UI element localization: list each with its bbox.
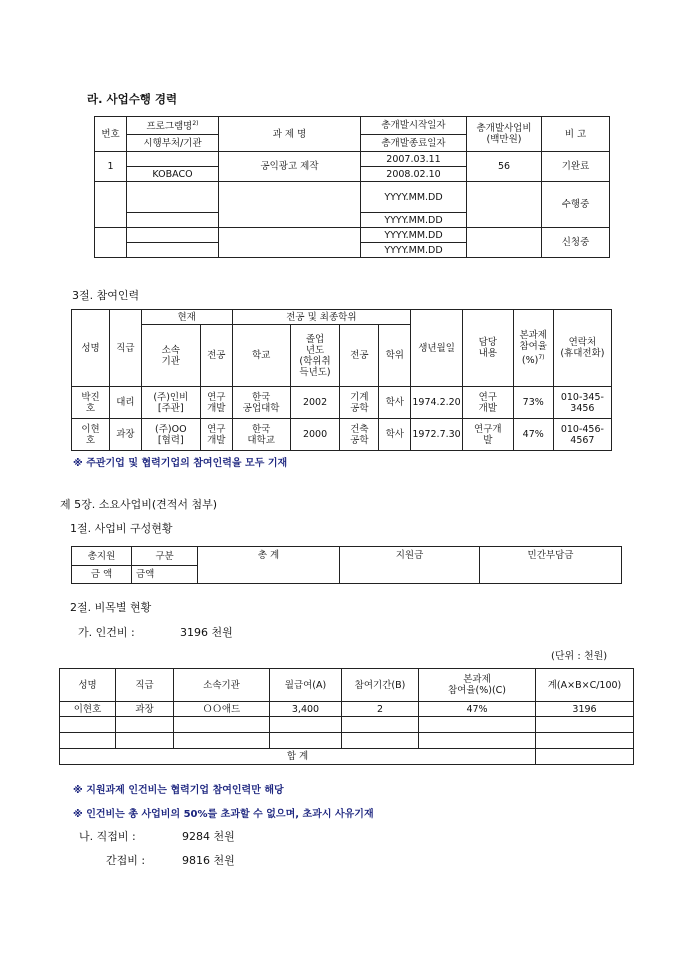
lh-period: 참여기간(B)	[342, 669, 419, 702]
p2-ratio: 47%	[513, 419, 553, 451]
ph-grad-year: 졸업 년도 (학위취 득년도)	[290, 325, 340, 387]
total-row	[60, 749, 634, 765]
p2-duty: 연구개 발	[462, 419, 513, 451]
row3-program	[127, 228, 219, 243]
ph-rank: 직급	[110, 310, 142, 387]
ph-major: 전공	[200, 325, 232, 387]
row1-program	[127, 152, 219, 167]
header-no: 번호	[95, 117, 127, 152]
ph-name: 성명	[72, 310, 110, 387]
p1-birth: 1974.2.20	[411, 387, 463, 419]
l3-rank	[116, 733, 174, 749]
l2-rank	[116, 717, 174, 733]
row2-end: YYYY.MM.DD	[361, 213, 467, 228]
ph-affiliation: 소속 기관	[141, 325, 200, 387]
bc-private-header: 민간부담금	[480, 547, 622, 584]
p2-major: 연구 개발	[200, 419, 232, 451]
ph-edu-group: 전공 및 최종학위	[232, 310, 411, 325]
total-label: 합 계	[60, 749, 536, 765]
total-value	[536, 749, 634, 765]
row3-start: YYYY.MM.DD	[361, 228, 467, 243]
note-labor-partner: ※ 지원과제 인건비는 협력기업 참여인력만 해당	[73, 785, 284, 796]
ph-school: 학교	[232, 325, 290, 387]
l1-salary: 3,400	[270, 702, 342, 717]
note-labor-limit: ※ 인건비는 총 사업비의 50%를 초과할 수 없으며, 초과시 사유기재	[73, 809, 374, 820]
bc-col2a: 구분	[132, 547, 198, 566]
header-program: 프로그램명$^{2)}$	[127, 117, 219, 135]
ph-ratio: 본과제 참여율 (%)$^{7)}$	[513, 310, 553, 387]
l1-rank: 과장	[116, 702, 174, 717]
l3-period	[342, 733, 419, 749]
p2-affiliation: (주)OO [협력]	[141, 419, 200, 451]
ph-degree: 학위	[379, 325, 411, 387]
table-row	[72, 419, 612, 451]
l1-org: ＯＯ애드	[174, 702, 270, 717]
row2-cost	[467, 182, 542, 228]
bc-support-header: 지원금	[340, 547, 480, 584]
row2-no	[95, 182, 127, 228]
ph-current: 현재	[141, 310, 232, 325]
row2-agency	[127, 213, 219, 228]
l3-org	[174, 733, 270, 749]
row3-end: YYYY.MM.DD	[361, 243, 467, 258]
l3-sum	[536, 733, 634, 749]
direct-cost-value: 9284 천원	[182, 830, 235, 843]
l2-period	[342, 717, 419, 733]
p1-rank: 대리	[110, 387, 142, 419]
table-row	[60, 733, 634, 749]
lh-ratio: 본과제 참여율(%)(C)	[419, 669, 536, 702]
table-row	[60, 717, 634, 733]
row1-start: 2007.03.11	[361, 152, 467, 167]
p1-major: 연구 개발	[200, 387, 232, 419]
l1-name: 이현호	[60, 702, 116, 717]
p2-name: 이현 호	[72, 419, 110, 451]
l2-ratio	[419, 717, 536, 733]
l1-sum: 3196	[536, 702, 634, 717]
p1-affiliation: (주)인비 [주관]	[141, 387, 200, 419]
table-row	[60, 702, 634, 717]
bc-col1b: 금 액	[72, 566, 132, 584]
header-start-date: 총개발시작일자	[361, 117, 467, 135]
p2-birth: 1972.7.30	[411, 419, 463, 451]
ph-birth: 생년월일	[411, 310, 463, 387]
row1-no: 1	[95, 152, 127, 182]
indirect-cost-value: 9816 천원	[182, 854, 235, 867]
p2-rank: 과장	[110, 419, 142, 451]
row1-cost: 56	[467, 152, 542, 182]
l2-salary	[270, 717, 342, 733]
row2-note: 수행중	[542, 182, 610, 228]
section2-title: 2절. 비목별 현황	[70, 601, 152, 614]
section-title-career: 라. 사업수행 경력	[87, 92, 178, 106]
budget-composition-table	[71, 546, 622, 584]
l1-ratio: 47%	[419, 702, 536, 717]
chapter5-title: 제 5장. 소요사업비(견적서 첨부)	[60, 498, 218, 511]
personnel-footnote: ※ 주관기업 및 협력기업의 참여인력을 모두 기재	[73, 458, 288, 469]
p2-grad-year: 2000	[290, 419, 340, 451]
section1-title: 1절. 사업비 구성현황	[70, 522, 173, 535]
l2-org	[174, 717, 270, 733]
unit-label: (단위 : 천원)	[551, 651, 608, 662]
lh-salary: 월급여(A)	[270, 669, 342, 702]
row2-start: YYYY.MM.DD	[361, 182, 467, 213]
l1-period: 2	[342, 702, 419, 717]
labor-cost-value: 3196 천원	[180, 626, 233, 639]
p1-degree: 학사	[379, 387, 411, 419]
header-cost: 총개발사업비 (백만원)	[467, 117, 542, 152]
indirect-cost-label: 간접비 :	[106, 854, 146, 867]
p2-degree: 학사	[379, 419, 411, 451]
p1-major2: 기계 공학	[340, 387, 379, 419]
p2-school: 한국 대학교	[232, 419, 290, 451]
career-table	[94, 116, 610, 258]
direct-cost-label: 나. 직접비 :	[79, 830, 136, 843]
header-note: 비 고	[542, 117, 610, 152]
ph-duty: 담당 내용	[462, 310, 513, 387]
bc-col1a: 총지원	[72, 547, 132, 566]
labor-cost-table	[59, 668, 634, 765]
l3-salary	[270, 733, 342, 749]
table-row	[72, 387, 612, 419]
p2-major2: 건축 공학	[340, 419, 379, 451]
row1-agency: KOBACO	[127, 167, 219, 182]
lh-name: 성명	[60, 669, 116, 702]
lh-org: 소속기관	[174, 669, 270, 702]
ph-contact: 연락처 (휴대전화)	[553, 310, 611, 387]
p1-contact: 010-345- 3456	[553, 387, 611, 419]
p1-grad-year: 2002	[290, 387, 340, 419]
personnel-table	[71, 309, 612, 451]
row2-task	[219, 182, 361, 228]
labor-cost-label: 가. 인건비 :	[78, 626, 135, 639]
row3-no	[95, 228, 127, 258]
p1-ratio: 73%	[513, 387, 553, 419]
l3-name	[60, 733, 116, 749]
bc-col2b: 금액	[132, 566, 198, 584]
header-end-date: 총개발종료일자	[361, 135, 467, 152]
row3-cost	[467, 228, 542, 258]
p1-name: 박진 호	[72, 387, 110, 419]
ph-major2: 전공	[340, 325, 379, 387]
l3-ratio	[419, 733, 536, 749]
row1-note: 기완료	[542, 152, 610, 182]
row3-agency	[127, 243, 219, 258]
header-task: 과 제 명	[219, 117, 361, 152]
p2-contact: 010-456- 4567	[553, 419, 611, 451]
p1-school: 한국 공업대학	[232, 387, 290, 419]
bc-total-header: 총 계	[198, 547, 340, 584]
p1-duty: 연구 개발	[462, 387, 513, 419]
lh-sum: 계(A×B×C/100)	[536, 669, 634, 702]
row2-program	[127, 182, 219, 213]
row3-task	[219, 228, 361, 258]
l2-name	[60, 717, 116, 733]
lh-rank: 직급	[116, 669, 174, 702]
section-title-personnel: 3절. 참여인력	[72, 289, 140, 302]
row1-task: 공익광고 제작	[219, 152, 361, 182]
row3-note: 신청중	[542, 228, 610, 258]
header-agency: 시행부처/기관	[127, 135, 219, 152]
row1-end: 2008.02.10	[361, 167, 467, 182]
l2-sum	[536, 717, 634, 733]
